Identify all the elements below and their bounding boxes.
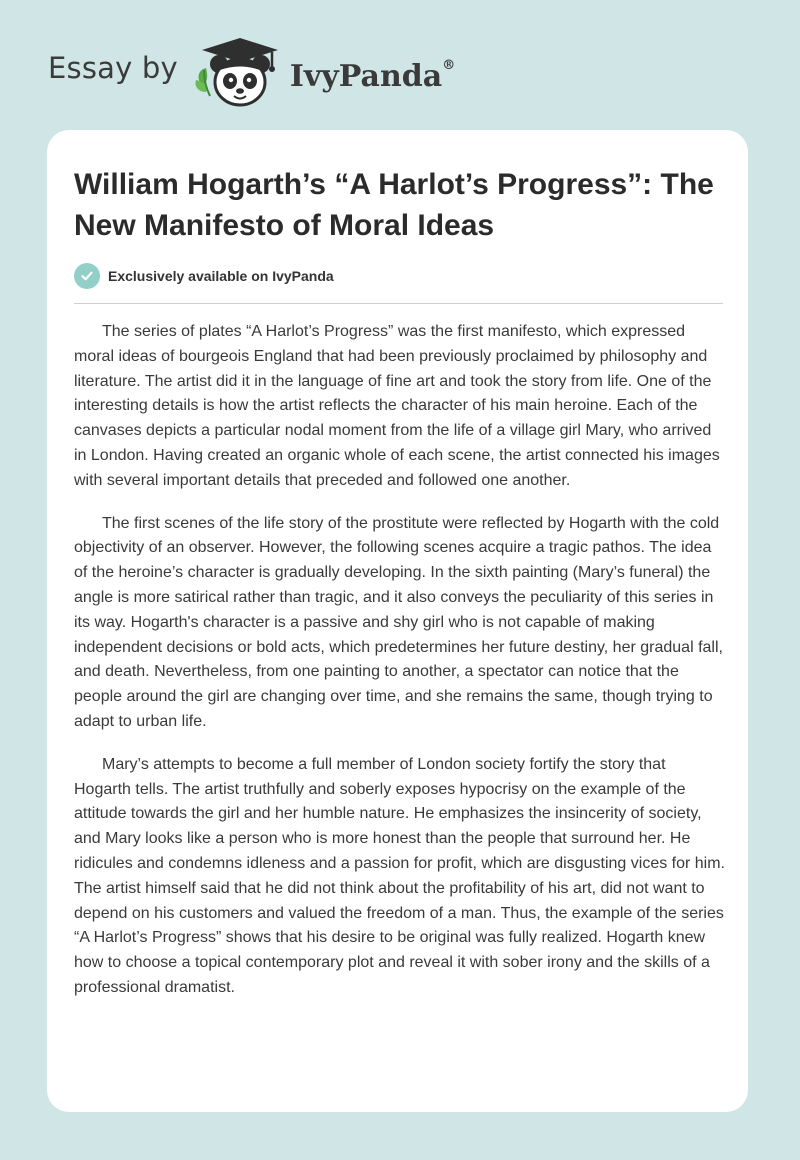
essay-by-label: Essay by: [48, 51, 178, 85]
check-circle-icon: [74, 263, 100, 289]
paragraph: The first scenes of the life story of the prostitute were reflected by Hogarth with the cold objectivity of an observer. However, the following scenes acquire a tragic pathos. The idea of the heroine’s character is gradually developing. In the sixth painting (Mary’s funeral) the angle is more satirical rather than tragic, and it also conveys the peculiarity of this series in its way. Hogarth's character is a passive and shy girl who is not capable of making independent decisions or bold acts, which predetermines her future destiny, her gradual fall, and death. Nevertheless, from one painting to another, a spectator can notice that the people around the girl are changing over time, and she remains the same, though trying to adapt to urban life.: [74, 514, 723, 730]
essay-body: [74, 320, 726, 1019]
panda-graduation-cap-icon[interactable]: [192, 34, 284, 110]
paragraph: The series of plates “A Harlot’s Progress” was the first manifesto, which expressed moral ideas of bourgeois England that had been previously proclaimed by philosophy and literature. The artist did it in the language of fine art and took the story from life. One of the interesting details is how the artist reflects the character of his main heroine. Each of the canvases depicts a particular nodal moment from the life of a village girl Mary, who arrived in London. Having created an organic whole of each scene, the artist connected his images with several important details that preceded and followed one another.: [74, 323, 720, 489]
exclusive-badge-label: Exclusively available on IvyPanda: [108, 268, 334, 284]
exclusive-badge: [74, 263, 334, 289]
brand-name-text: IvyPanda: [289, 58, 443, 94]
essay-title: William Hogarth’s “A Harlot’s Progress”: The New Manifesto of Moral Ideas: [74, 168, 714, 242]
divider: [74, 303, 723, 304]
paragraph: Mary’s attempts to become a full member of London society fortify the story that Hogarth tells. The artist truthfully and soberly exposes hypocrisy on the example of the attitude towards the girl and her humble nature. He emphasizes the insincerity of society, and Mary looks like a person who is more honest than the people that surround her. He ridicules and condemns idleness and a passion for profit, which are disgusting vices for him. The artist himself said that he did not think about the profitability of his art, did not want to depend on his customers and valued the freedom of a man. Thus, the example of the series “A Harlot’s Progress” shows that his desire to be original was fully realized. Hogarth knew how to choose a topical contemporary plot and reveal it with sober irony and the skills of a professional dramatist.: [74, 755, 725, 996]
brand-name[interactable]: [290, 59, 455, 94]
site-header: [48, 34, 455, 110]
registered-mark: ®: [442, 57, 456, 73]
essay-card: [47, 130, 748, 1112]
